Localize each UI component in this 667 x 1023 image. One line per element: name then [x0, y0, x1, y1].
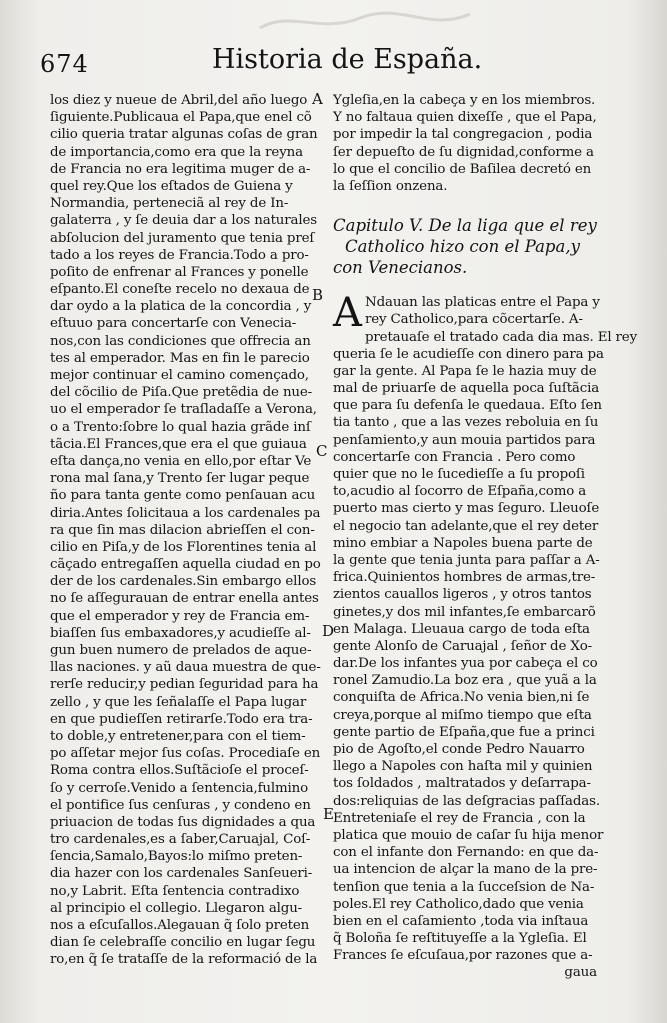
left-text-line-27: cilio en Piſa,y de los Florentines tenia al: [50, 539, 317, 555]
drop-cap-initial: A: [333, 290, 362, 337]
right-top-line-4: ſer depueſto de ſu dignidad,conforme a: [333, 144, 594, 160]
right-text-line-19: dar.De los infantes yua por cabeça el co: [333, 656, 598, 672]
right-text-line-26: tos ſoldados , maltratados y deſarrapa-: [333, 776, 591, 792]
right-text-line-1: queria ſe le acudieſſe con dinero para pa: [333, 346, 604, 362]
right-text-line-30: con el infante don Fernando: en que da-: [333, 845, 599, 861]
left-text-line-51: ro,en q̃ ſe trataſſe de la reformació de la: [50, 952, 318, 968]
margin-marker-a: A: [312, 90, 323, 108]
right-text-line-4: que para ſu defenſa le quedaua. Eſto ſen: [333, 398, 602, 414]
right-text-line-11: el negocio tan adelante,que el rey deter: [333, 518, 599, 534]
page-number: 674: [40, 50, 89, 78]
right-text-line-23: gente partio de Eſpaña,que fue a princi: [333, 724, 595, 740]
left-text-line-2: ſiguiente.Publicaua el Papa,que enel cõ: [50, 110, 312, 126]
left-text-line-37: en que pudieſſen retirarſe.Todo era tra-: [50, 711, 313, 727]
left-text-line-33: gun buen numero de prelados de aque-: [50, 643, 312, 658]
left-text-line-11: poſito de enfrenar al Frances y ponelle: [50, 264, 309, 280]
right-text-line-24: pio de Agoſto,el conde Pedro Nauarro: [333, 742, 585, 757]
right-top-line-3: por impedir la tal congregacion , podia: [333, 127, 593, 143]
left-text-line-30: no ſe aſſegurauan de entrar enella antes: [50, 591, 319, 607]
right-text-line-25: llego a Napoles con haſta mil y quinien: [333, 759, 593, 775]
right-text-line-22: creya,porque al miſmo tiempo que eſta: [333, 707, 592, 723]
right-text-line-14: frica.Quinientos hombres de armas,tre-: [333, 570, 596, 586]
right-text-line-15: zientos cauallos ligeros , y otros tantos: [333, 587, 592, 603]
right-top-line-6: la ſeſſion onzena.: [333, 178, 448, 194]
running-title: Historia de España.: [212, 44, 483, 75]
chapter-opening: [333, 290, 638, 346]
chapter-heading-line-1: Capitulo V. De la liga que el rey: [333, 216, 597, 236]
right-text-line-36: Frances ſe eſcuſaua,por razones que a-: [333, 948, 593, 964]
right-top-line-5: lo que el concilio de Baſilea decretó en: [333, 161, 592, 177]
left-column: [50, 92, 321, 969]
left-text-line-16: tes al emperador. Mas en fin le parecio: [50, 350, 310, 366]
left-text-line-39: po aſſetar mejor ſus coſas. Procediaſe en: [50, 746, 321, 762]
left-text-line-49: nos a eſcuſallos.Alegauan q̃ ſolo preten: [50, 918, 310, 933]
left-text-line-26: ra que ſin mas dilacion abrieſſen el con-: [50, 522, 315, 538]
left-text-line-35: rerſe reducir,y pedian ſeguridad para ha: [50, 677, 319, 693]
left-text-line-18: del cõcilio de Piſa.Que pretẽdia de nue-: [50, 385, 313, 401]
left-text-line-19: uo el emperador ſe traſladaſſe a Verona,: [50, 402, 317, 418]
catchword: gaua: [564, 965, 597, 981]
left-text-line-1: los diez y nueue de Abril,del año luego: [50, 93, 308, 108]
left-text-line-38: to doble,y entretener,para con el tiem-: [50, 728, 306, 744]
left-text-line-40: Roma contra ellos.Suſtãcioſe el proceſ-: [50, 763, 309, 779]
margin-marker-b: B: [312, 286, 324, 304]
right-text-line-27: dos:reliquias de las deſgracias paſſadas.: [333, 793, 600, 809]
left-text-line-8: galaterra , y ſe deuia dar a los naturales: [50, 213, 317, 229]
left-text-line-43: priuacion de todas ſus dignidades a qua: [50, 814, 316, 830]
opening-line-3: pretauaſe el tratado cada dia mas. El rey: [365, 329, 638, 345]
right-text-line-3: mal de priuarſe de aquella poca ſuſtãcia: [333, 381, 600, 397]
left-text-line-31: que el emperador y rey de Francia em-: [50, 608, 310, 624]
left-text-line-28: cãçado entregaſſen aquella ciudad en po: [50, 557, 321, 573]
right-text-line-7: concertarſe con Francia . Pero como: [333, 449, 576, 465]
right-text-line-21: conquiſta de Africa.No venia bien,ni ſe: [333, 690, 590, 706]
left-text-line-36: zello , y que les ſeñalaſſe el Papa lugar: [50, 694, 307, 710]
left-text-line-6: quel rey.Que los eſtados de Guiena y: [50, 178, 293, 194]
opening-line-2: rey Catholico,para cõcertarſe. A-: [365, 312, 583, 328]
right-text-line-2: gar la gente. Al Papa ſe le hazia muy de: [333, 363, 597, 379]
left-text-line-15: nos,con las condiciones que offrecia an: [50, 333, 311, 349]
left-text-line-45: ſencia,Samalo,Bayos:lo miſmo preten-: [50, 849, 303, 865]
opening-lines: [333, 290, 638, 346]
left-text-line-42: el pontifice ſus cenſuras , y condeno en: [50, 797, 311, 813]
left-text-line-17: mejor continuar el camino començado,: [50, 368, 309, 383]
right-text-line-6: penſamiento,y aun mouia partidos para: [333, 432, 596, 448]
left-text-line-23: rona mal ſana,y Trento ſer lugar peque: [50, 471, 310, 487]
left-text-line-7: Normandia, perteneciã al rey de In-: [50, 196, 289, 212]
right-text-line-5: tia tanto , que a las vezes reboluia en ſu: [333, 415, 599, 431]
right-text-line-10: puerto mas cierto y mas ſeguro. Lleuoſe: [333, 501, 600, 517]
right-top-line-2: Y no faltaua quien dixeſſe , que el Papa,: [333, 110, 597, 126]
right-text-line-32: tenſion que tenia a la ſucceſsion de Na-: [333, 879, 595, 895]
left-text-line-4: de importancia,como era que la reyna: [50, 144, 303, 160]
left-text-line-50: dian ſe celebraſſe concilio en lugar ſegu: [50, 935, 316, 951]
chapter-heading-line-3: con Venecianos.: [333, 258, 468, 278]
right-text-line-18: gente Alonſo de Caruajal , ſeñor de Xo-: [333, 638, 593, 654]
left-text-block: [50, 92, 321, 969]
chapter-heading-line-2: Catholico hizo con el Papa,y: [345, 237, 580, 257]
right-text-line-29: platica que mouio de caſar ſu hija menor: [333, 827, 604, 843]
right-text-line-20: ronel Zamudio.La boz era , que yuã a la: [333, 673, 597, 689]
margin-marker-e: E: [323, 805, 334, 823]
bleed-through-shape: [250, 4, 480, 40]
left-text-line-22: eſta dança,no venia en ello,por eſtar Ve: [50, 453, 312, 469]
right-top-line-1: Ygleſia,en la cabeça y en los miembros.: [333, 93, 596, 108]
left-text-line-24: ño para tanta gente como penſauan acu: [50, 488, 316, 504]
left-text-line-47: no,y Labrit. Eſta ſentencia contradixo: [50, 883, 300, 899]
left-text-line-12: eſpanto.El coneſte recelo no dexaua de: [50, 282, 310, 298]
margin-marker-d: D: [322, 622, 335, 640]
right-top-block: [333, 92, 601, 195]
left-text-line-32: biaſſen ſus embaxadores,y acudieſſe al-: [50, 625, 311, 641]
left-text-line-13: dar oydo a la platica de la concordia , y: [50, 299, 312, 315]
right-text-line-34: bien en el caſamiento ,toda via inſtaua: [333, 913, 589, 929]
left-text-line-5: de Francia no era legitima muger de a-: [50, 161, 311, 177]
bleed-through-ink: [250, 4, 480, 40]
right-text-line-33: poles.El rey Catholico,dado que venia: [333, 896, 584, 912]
right-text-line-35: q̃ Boloña ſe reſtituyeſſe a la Ygleſia. El: [333, 931, 587, 947]
opening-line-1: Ndauan las platicas entre el Papa y: [365, 295, 600, 311]
right-text-block: [333, 346, 604, 965]
margin-marker-c: C: [316, 442, 328, 460]
left-text-line-14: eſtuuo para concertarſe con Venecia-: [50, 316, 297, 332]
right-text-line-8: quier que no le ſucedieſſe a ſu propoſi: [333, 467, 585, 482]
right-text-line-31: ua intencion de alçar la mano de la pre-: [333, 862, 598, 878]
right-text-line-17: en Malaga. Lleuaua cargo de toda eſta: [333, 621, 590, 637]
left-text-line-25: diria.Antes ſolicitaua a los cardenales pa: [50, 505, 321, 521]
left-text-line-34: llas naciones. y aũ daua muestra de que-: [50, 660, 321, 676]
left-text-line-29: der de los cardenales.Sin embargo ellos: [50, 574, 317, 590]
left-text-line-46: dia hazer con los cardenales Sanſeueri-: [50, 866, 313, 882]
right-text-line-12: mino embiar a Napoles buena parte de: [333, 535, 593, 551]
right-text-line-9: to,acudio al ſocorro de Eſpaña,como a: [333, 484, 587, 500]
left-text-line-41: ſo y cerroſe.Venido a ſentencia,fulmino: [50, 780, 309, 796]
left-text-line-48: al principio el collegio. Llegaron algu-: [50, 900, 303, 916]
chapter-heading: [333, 215, 601, 278]
right-column: [333, 92, 638, 982]
left-text-line-20: o a Trento:ſobre lo qual hazia grãde inſ: [50, 419, 311, 435]
left-text-line-21: tãcia.El Frances,que era el que guiaua: [50, 436, 307, 452]
right-text-line-13: la gente que tenia junta para paſſar a A-: [333, 552, 600, 568]
left-text-line-44: tro cardenales,es a ſaber,Caruajal, Coſ-: [50, 832, 311, 848]
left-text-line-10: tado a los reyes de Francia.Todo a pro-: [50, 247, 309, 263]
left-text-line-3: cilio queria tratar algunas coſas de gran: [50, 127, 318, 143]
right-text-line-28: Entreteniaſe el rey de Francia , con la: [333, 810, 586, 826]
right-text-line-16: ginetes,y dos mil infantes,ſe embarcarõ: [333, 604, 596, 620]
left-text-line-9: abſolucion del juramento que tenia preſ: [50, 230, 315, 246]
